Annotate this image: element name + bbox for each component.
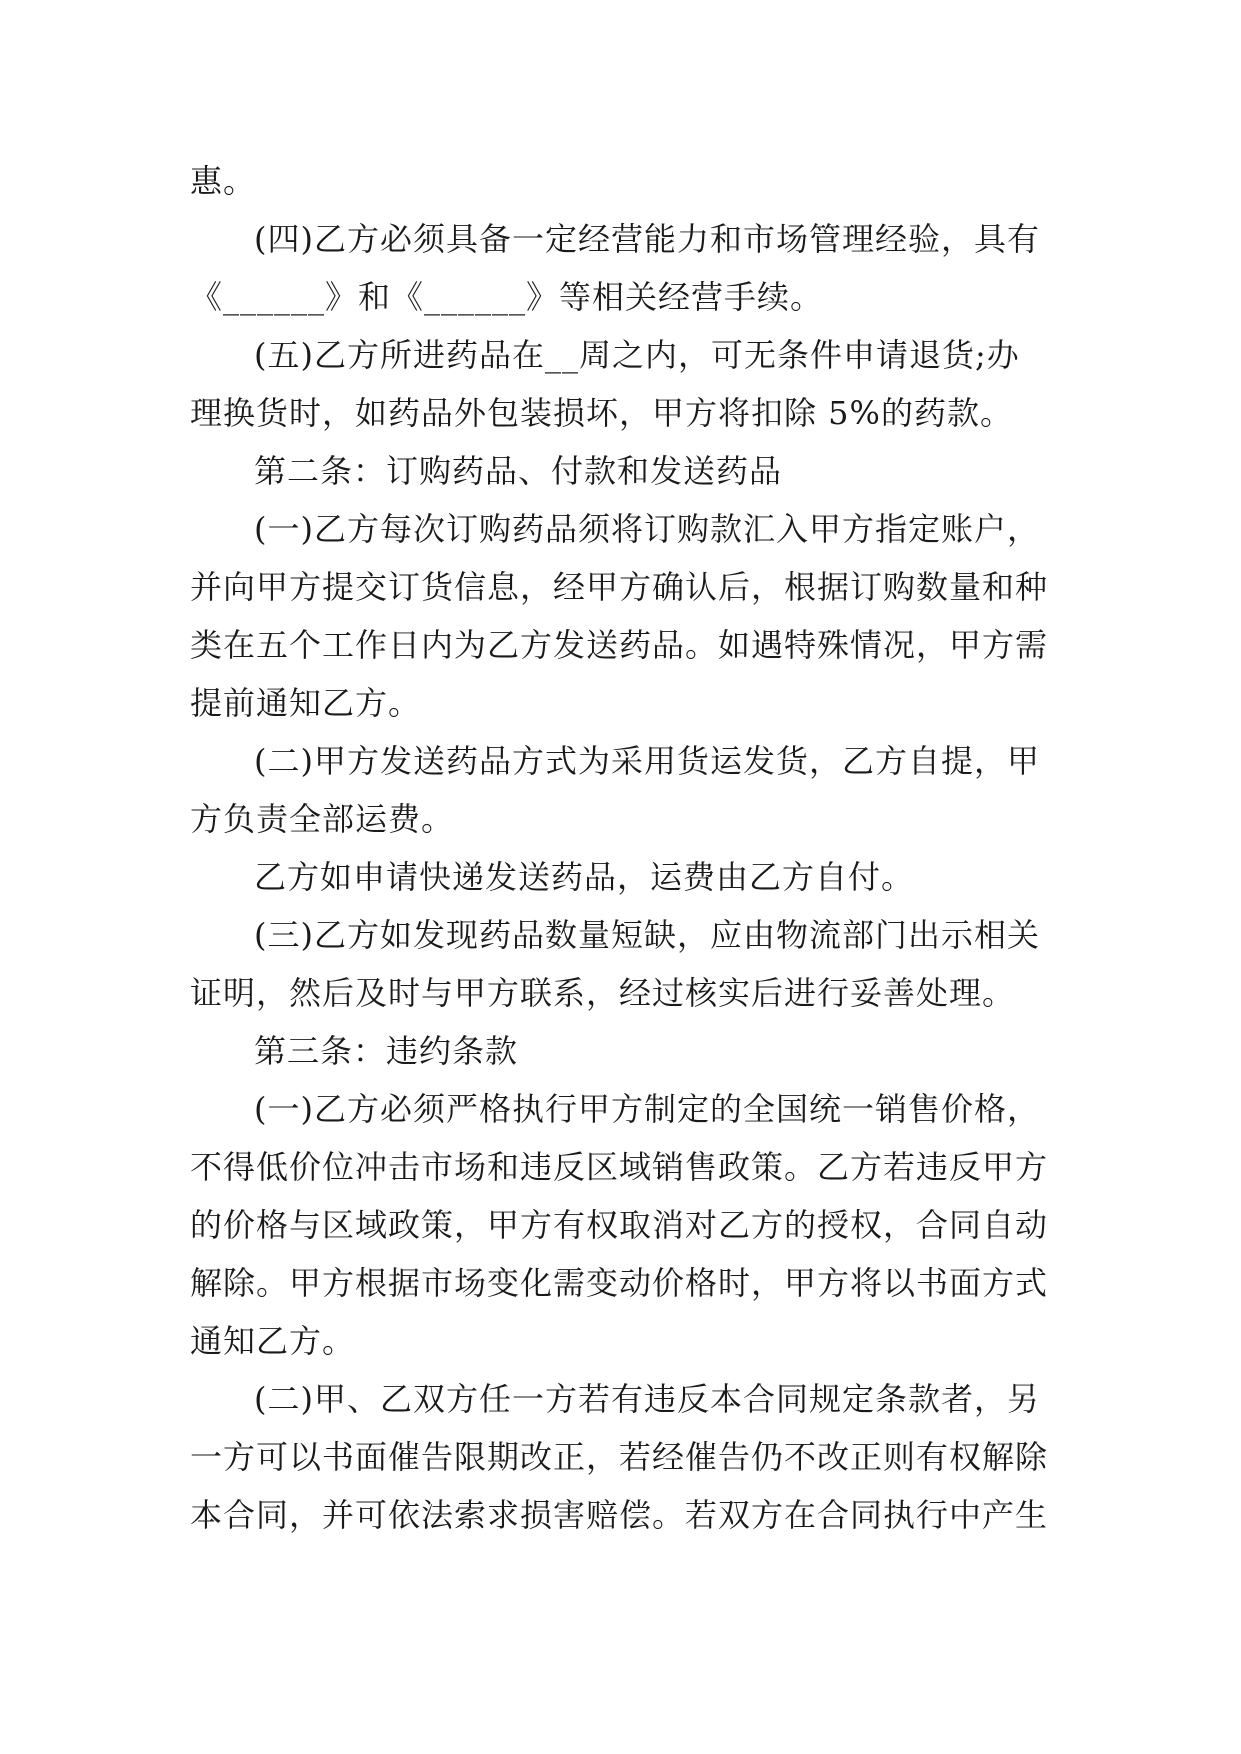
text-line: 本合同，并可依法索求损害赔偿。若双方在合同执行中产生 (190, 1496, 1049, 1534)
text-line: 一方可以书面催告限期改正，若经催告仍不改正则有权解除 (190, 1438, 1049, 1476)
text-line: (四)乙方必须具备一定经营能力和市场管理经验，具有 (254, 220, 1040, 258)
contract-body-text (190, 152, 1070, 1544)
text-line: 类在五个工作日内为乙方发送药品。如遇特殊情况，甲方需 (190, 626, 1049, 664)
text-line: 通知乙方。 (190, 1322, 356, 1360)
text-line: (一)乙方必须严格执行甲方制定的全国统一销售价格， (254, 1090, 1040, 1128)
text-line: 提前通知乙方。 (190, 684, 422, 722)
text-line: 并向甲方提交订货信息，经甲方确认后，根据订购数量和种 (190, 568, 1049, 606)
text-line: 《______》和《______》等相关经营手续。 (190, 278, 824, 316)
section-heading: 第二条：订购药品、付款和发送药品 (254, 452, 783, 490)
text-line: (一)乙方每次订购药品须将订购款汇入甲方指定账户， (254, 510, 1040, 548)
text-line: 解除。甲方根据市场变化需变动价格时，甲方将以书面方式 (190, 1264, 1049, 1302)
text-line: (二)甲方发送药品方式为采用货运发货，乙方自提，甲 (254, 742, 1040, 780)
text-line: (五)乙方所进药品在__周之内，可无条件申请退货;办 (254, 336, 1020, 374)
text-line: 证明，然后及时与甲方联系，经过核实后进行妥善处理。 (190, 974, 1016, 1012)
text-line: (三)乙方如发现药品数量短缺，应由物流部门出示相关 (254, 916, 1040, 954)
text-line: 惠。 (190, 162, 257, 200)
text-line: 方负责全部运费。 (190, 800, 455, 838)
text-line: (二)甲、乙双方任一方若有违反本合同规定条款者，另 (254, 1380, 1040, 1418)
text-line: 理换货时，如药品外包装损坏，甲方将扣除 5%的药款。 (190, 394, 1013, 432)
text-line: 的价格与区域政策，甲方有权取消对乙方的授权，合同自动 (190, 1206, 1049, 1244)
section-heading: 第三条：违约条款 (254, 1032, 519, 1070)
text-line: 不得低价位冲击市场和违反区域销售政策。乙方若违反甲方 (190, 1148, 1049, 1186)
text-line: 乙方如申请快递发送药品，运费由乙方自付。 (254, 858, 915, 896)
